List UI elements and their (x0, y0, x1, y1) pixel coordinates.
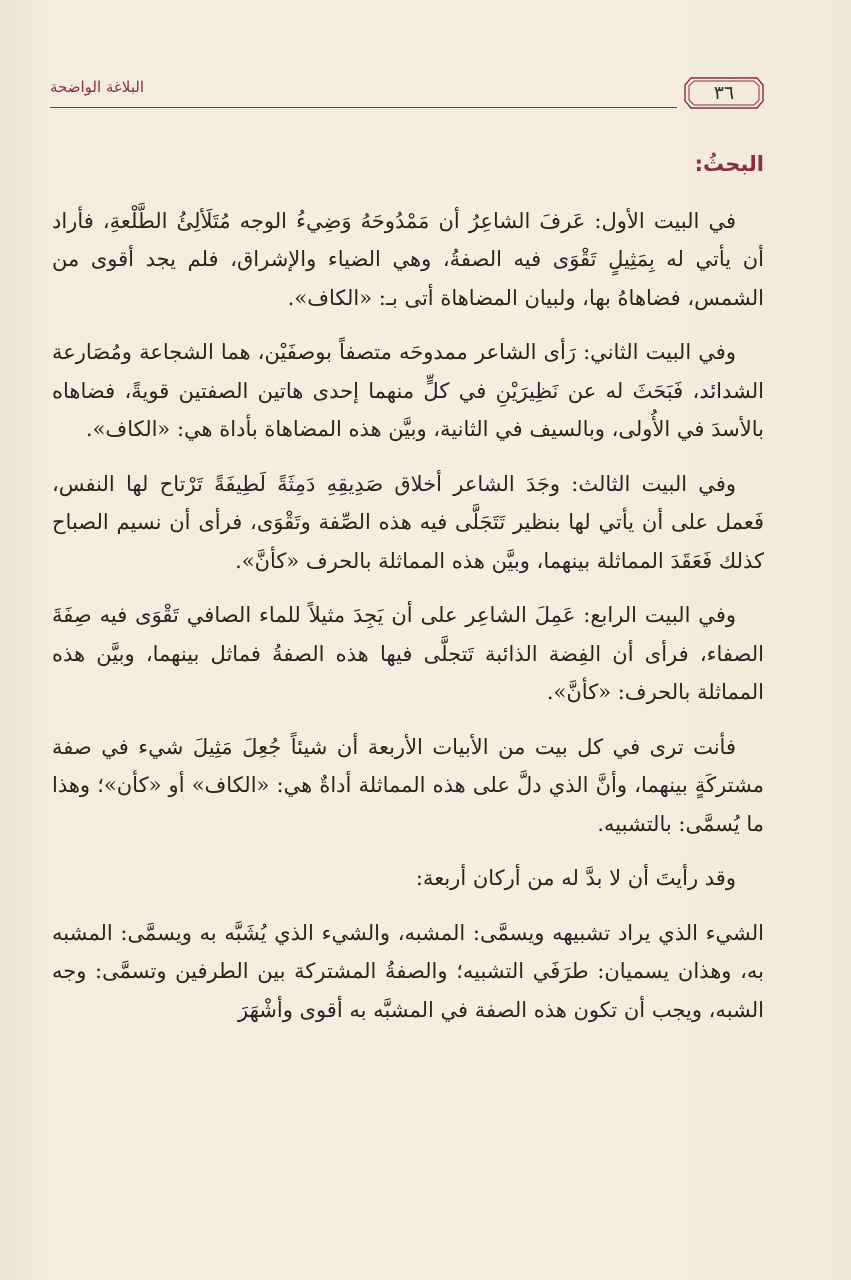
paragraph-pillars-intro: وقد رأيتَ أن لا بدَّ له من أركان أربعة: (415, 866, 736, 890)
page-content (52, 145, 764, 1045)
paragraph-pillars: الشيء الذي يراد تشبيهه ويسمَّى: المشبه، والشيء الذي يُشَبَّه به ويسمَّى: المشبه به، وهذان يسميان: طرَفَي التشبيه؛ والصفةُ المشتركة بين الطرفين وتسمَّى: وجه الشبه، ويجب أن تكون هذه الصفة في المشبَّه به أقوى وأشْهَرَ (52, 920, 764, 1022)
header-rule (50, 107, 677, 108)
section-heading: البحثُ: (694, 152, 764, 176)
page-number: ٣٦ (713, 82, 735, 104)
paragraph-third-verse: وفي البيت الثالث: وجَدَ الشاعر أخلاق صَدِيقِهِ دَمِثَةً لَطِيفَةً تَرْتاح لها النفس، فَعمل على أن يأتي لها بنظير تَتَجَلَّى فيه هذه الصِّفة وتَقْوَى، فرأى أن نسيم الصباح كذلك فَعَقَدَ المماثلة بينهما، وبيَّن هذه المماثلة بالحرف «كأنَّ». (52, 471, 764, 573)
paragraph-summary: فأنت ترى في كل بيت من الأبيات الأربعة أن شيئاً جُعِلَ مَثِيلَ شيء في صفة مشتركَةٍ بينهما، وأنَّ الذي دلَّ على هذه المماثلة أداةٌ هي: «الكاف» أو «كأن»؛ وهذا ما يُسمَّى: بالتشبيه. (52, 734, 764, 836)
paragraph-second-verse: وفي البيت الثاني: رَأى الشاعر ممدوحَه متصفاً بوصفَيْن، هما الشجاعة ومُصَارعة الشدائد، فَبَحَثَ له عن نَظِيرَيْنِ في كلٍّ منهما إحدى هاتين الصفتين قويةً، فضاهاه بالأسدَ في الأُولى، وبالسيف في الثانية، وبيَّن هذه المضاهاة بأداة هي: «الكاف». (52, 340, 764, 441)
paragraph-first-verse: في البيت الأول: عَرفَ الشاعِرُ أن مَمْدُوحَهُ وَضِيءُ الوجه مُتَلَألِئُ الطَّلْعةِ، فأراد أن يأتي له بِمَثِيلٍ تَقْوَى فيه الصفةُ، وهي الضياء والإشراق، فلم يجد أقوى من الشمس، فضاهاهُ بها، ولبيان المضاهاة أتى بـ: «الكاف». (52, 208, 764, 310)
page-header (50, 74, 765, 114)
running-title: البلاغة الواضحة (50, 78, 144, 96)
page-number-frame (683, 76, 765, 110)
paragraph-fourth-verse: وفي البيت الرابع: عَمِلَ الشاعِر على أن يَجِدَ مثيلاً للماء الصافي تَقْوَى فيه صِفَةَ الصفاء، فرأى أن الفِضة الذائبة تَتجلَّى فيها هذه الصفةُ فماثل بينهما، وبيَّن هذه المماثلة بالحرف: «كأنَّ». (52, 603, 764, 704)
